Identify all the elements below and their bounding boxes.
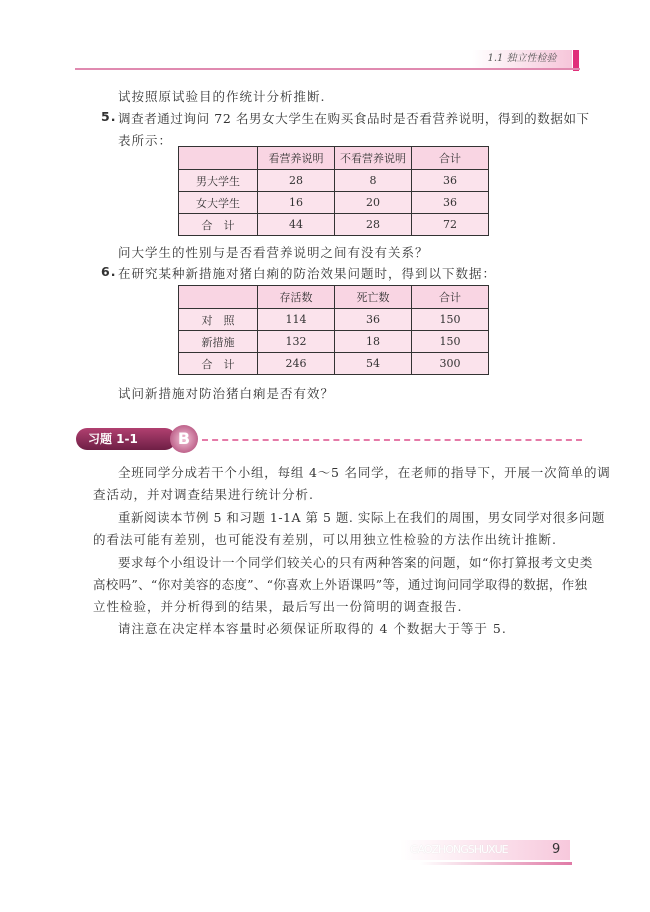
table-nutrition-label: [178, 146, 489, 236]
table-cell: 合计: [412, 147, 489, 170]
table-cell: [179, 147, 258, 170]
table-cell: 150: [412, 309, 489, 331]
table-header-row: [179, 147, 489, 170]
table-header-row: [179, 286, 489, 309]
paragraph-line: 的看法可能有差别，也可能没有差别，可以用独立性检验的方法作出统计推断.: [93, 532, 557, 547]
table-cell: 54: [335, 353, 412, 375]
table-cell: 男大学生: [179, 170, 258, 192]
table-cell: 20: [335, 192, 412, 214]
table-treatment: [178, 285, 489, 375]
table-cell: 44: [258, 214, 335, 236]
table-cell: 36: [412, 192, 489, 214]
table-row: [179, 309, 489, 331]
table-cell: 对 照: [179, 309, 258, 331]
table-cell: 8: [335, 170, 412, 192]
header-divider: [75, 68, 580, 70]
question-text: 问大学生的性别与是否看营养说明之间有没有关系？: [118, 245, 429, 260]
table-cell: 新措施: [179, 331, 258, 353]
table-cell: 合 计: [179, 353, 258, 375]
question-text: 在研究某种新措施对猪白痢的防治效果问题时，得到以下数据：: [118, 266, 497, 281]
footer-line: [420, 862, 572, 865]
table-cell: 不看营养说明: [335, 147, 412, 170]
table-cell: 36: [335, 309, 412, 331]
table-cell: 看营养说明: [258, 147, 335, 170]
table-cell: 28: [335, 214, 412, 236]
text-line: 试按照原试验目的作统计分析推断.: [118, 89, 326, 104]
table-row: [179, 170, 489, 192]
footer-brand: GAOZHONGSHUXUE: [410, 843, 508, 856]
table-cell: 28: [258, 170, 335, 192]
paragraph-line: 立性检验，并分析得到的结果，最后写出一份简明的调查报告.: [93, 599, 463, 614]
table-cell: 300: [412, 353, 489, 375]
table-cell: 合计: [412, 286, 489, 309]
table-cell: 114: [258, 309, 335, 331]
table-row: [179, 331, 489, 353]
paragraph-line: 请注意在决定样本容量时必须保证所取得的 4 个数据大于等于 5.: [118, 621, 507, 636]
table-cell: 16: [258, 192, 335, 214]
table-cell: 246: [258, 353, 335, 375]
dashed-divider: [202, 439, 582, 441]
paragraph-line: 全班同学分成若干个小组，每组 4～5 名同学，在老师的指导下，开展一次简单的调: [118, 465, 611, 480]
table-cell: 女大学生: [179, 192, 258, 214]
question-text: 调查者通过询问 72 名男女大学生在购买食品时是否看营养说明，得到的数据如下: [118, 111, 590, 126]
question-number: 5.: [101, 109, 117, 124]
table-cell: 36: [412, 170, 489, 192]
table-cell: 存活数: [258, 286, 335, 309]
question-text: 试问新措施对防治猪白痢是否有效？: [118, 386, 335, 401]
table-row: [179, 192, 489, 214]
table-cell: 死亡数: [335, 286, 412, 309]
table-cell: 132: [258, 331, 335, 353]
paragraph-line: 要求每个小组设计一个同学们较关心的只有两种答案的问题，如“你打算报考文史类: [118, 555, 593, 570]
question-number: 6.: [101, 264, 117, 279]
exercise-banner: 习题 1-1: [76, 428, 176, 450]
question-text: 表所示：: [118, 133, 173, 148]
exercise-level-badge: B: [170, 425, 198, 453]
paragraph-line: 高校吗”、“你对美容的态度”、“你喜欢上外语课吗”等，通过询问同学取得的数据，作独: [93, 577, 588, 592]
table-cell: 72: [412, 214, 489, 236]
section-header: 1.1 独立性检验: [472, 50, 572, 68]
table-cell: 150: [412, 331, 489, 353]
paragraph-line: 查活动，并对调查结果进行统计分析.: [93, 487, 314, 502]
table-cell: 18: [335, 331, 412, 353]
table-cell: 合 计: [179, 214, 258, 236]
table-row: [179, 214, 489, 236]
paragraph-line: 重新阅读本节例 5 和习题 1-1A 第 5 题. 实际上在我们的周围，男女同学对很多问题: [118, 510, 605, 525]
table-cell: [179, 286, 258, 309]
page-number: 9: [552, 842, 561, 857]
table-row: [179, 353, 489, 375]
